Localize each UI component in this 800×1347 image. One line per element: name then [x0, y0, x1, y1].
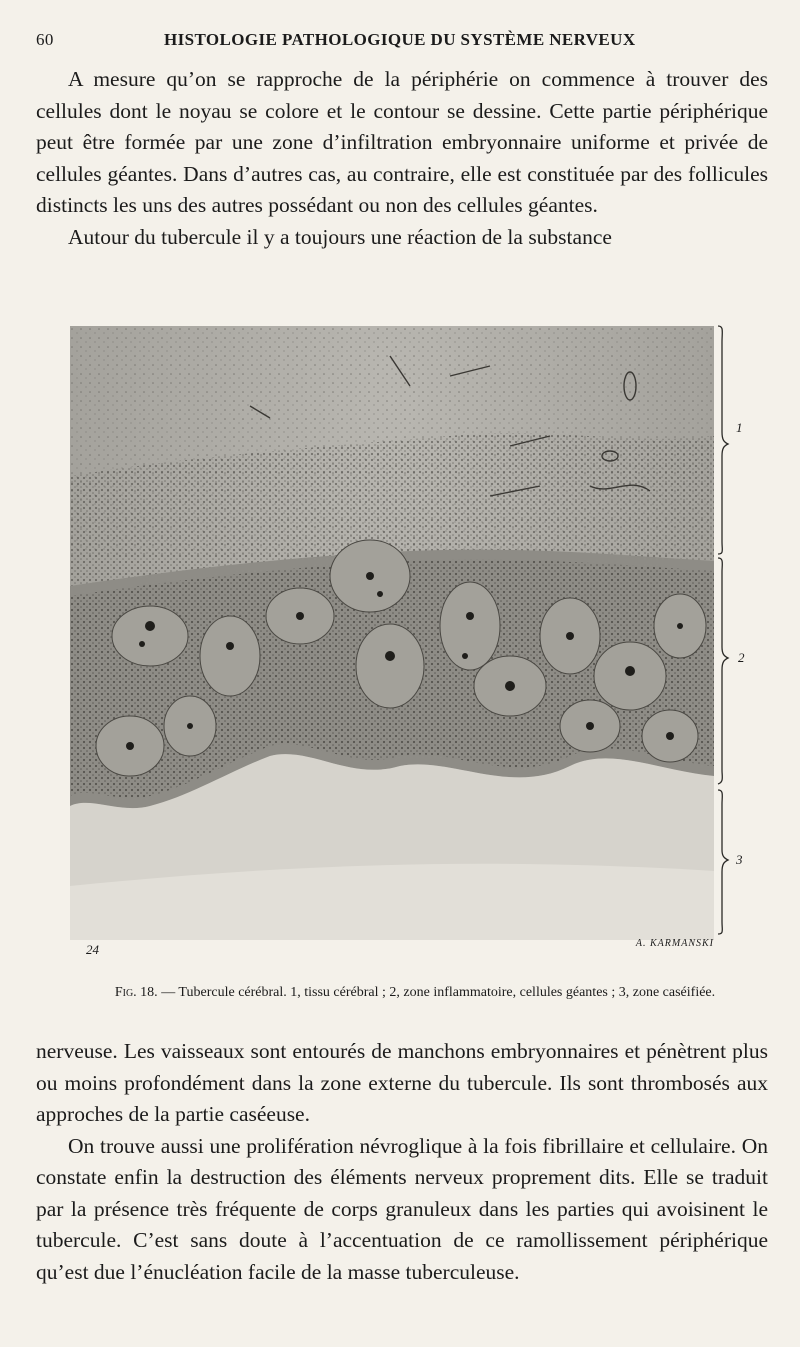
top-text-block	[36, 64, 768, 253]
zone-label-2: 2	[738, 650, 745, 665]
figure-caption	[70, 983, 760, 1003]
caption-label: Fig. 18.	[114, 985, 158, 1000]
paragraph: nerveuse. Les vaisseaux sont entourés de manchons embryonnaires et pénètrent plus ou moins profondément dans la zone externe du tubercule. Ils sont thrombosés aux approches de la partie caséeuse.	[36, 1039, 768, 1126]
plate-number: 24	[86, 942, 99, 957]
zone-label-3: 3	[736, 852, 743, 867]
tissue-drawing	[70, 326, 714, 940]
page-number: 60	[36, 30, 54, 49]
caption-text: — Tubercule cérébral. 1, tissu cérébral ; 2, zone inflammatoire, cellules géantes ; 3, zone caséifiée.	[161, 985, 716, 1000]
running-title: HISTOLOGIE PATHOLOGIQUE DU SYSTÈME NERVEUX	[164, 30, 636, 49]
paragraph: Autour du tubercule il y a toujours une réaction de la substance	[68, 224, 612, 249]
bottom-text-block	[36, 1036, 768, 1288]
zone-label-1: 1	[736, 420, 743, 435]
zone-brackets	[714, 322, 754, 962]
histology-illustration	[70, 326, 714, 940]
engraver-signature: A. KARMANSKI	[635, 938, 714, 949]
page-header	[36, 30, 764, 54]
paragraph: On trouve aussi une prolifération névroglique à la fois fibrillaire et cellulaire. On constate enfin la destruction des éléments nerveux proprement dits. Elle se traduit par la présence très fréquente de corps granuleux dans les parties qui avoisinent le tubercule. C’est sans doute à l’accentuation de ce ramollissement périphérique qu’est due l’énucléation facile de la masse tuberculeuse.	[36, 1133, 768, 1284]
figure-18	[70, 322, 760, 962]
paragraph: A mesure qu’on se rapproche de la périphérie on commence à trouver des cellules dont le noyau se colore et le contour se dessine. Cette partie périphérique peut être formée par une zone d’infiltration embryonnaire uniforme et privée de cellules géantes. Dans d’autres cas, au contraire, elle est constituée par des follicules distincts les uns des autres possédant ou non des cellules géantes.	[36, 67, 768, 217]
